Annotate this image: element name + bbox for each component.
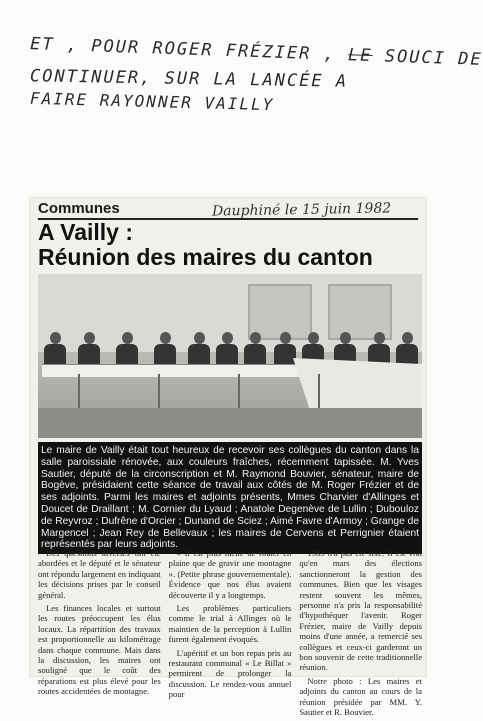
photo-caption: Notre photo : Les maires et adjoints du canton au cours de la réunion présidée par MM. Y. Sautier et R. Bouvier. — [299, 675, 423, 718]
meeting-photo — [38, 274, 422, 438]
lead-paragraph: Le maire de Vailly était tout heureux de recevoir ses collègues du canton dans la salle paroissiale rénovée, aux couleurs fraîches, récemment tapissée. M. Yves Sautier, député de la circonscription et M. Raymond Bouvier, sénateur, maire de Bogève, présidaient cette séance de travail aux côtés de M. Roger Frézier et de ses adjoints. Parmi les maires et adjoints présents, Mmes Charvier d'Allinges et Doucet de Draillant ; M. Cornier du Lyaud ; Anatole Degenève de Lullin ; Dubouloz de Reyvroz ; Dufrêne d'Orcier ; Dunand de Sciez ; Aimé Favre d'Armoy ; Grange de Margencel ; Jean Rey de Bellevaux ; les maires de Cervens et Perrignier étaient représentés par leurs adjoints. — [41, 445, 419, 551]
handwritten-line-2: CONTINUER, SUR LA LANCÉE A — [29, 66, 349, 92]
body-paragraph: 1983 n'a pas été fixé. Il est vrai qu'en mars des élections sanctionneront la gestion des communes. Bien que les visages restent souvent les mêmes, personne n'a pris la responsabilité d'hypothéquer l'avenir. Roger Frézier, maire de Vailly depuis moins d'une année, a remercié ses collègues et ceux-ci garderont un bon souvenir de cette traditionnelle réunion. — [299, 548, 423, 673]
article-headline — [38, 220, 373, 270]
headline-line-1: A Vailly : — [38, 219, 134, 245]
handwritten-text-1a: ET , POUR ROGER FRÉZIER , — [29, 34, 337, 65]
handwritten-dateline: Dauphiné le 15 juin 1982 — [211, 200, 392, 220]
handwritten-text-1b: SOUCI DE — [384, 46, 483, 70]
article-lead — [38, 442, 422, 554]
photo-floor — [38, 408, 422, 438]
article-column-3 — [299, 548, 422, 721]
body-paragraph: L'apéritif et un bon repas pris au restaurant communal « Le Billat » permirent de prolonger la discussion. Le rendez-vous annuel pour — [168, 647, 292, 700]
body-paragraph: Les problèmes particuliers comme le trial à Allinges où le maintien de la perception à Lullin furent également évoqués. — [168, 603, 292, 645]
section-rubric: Communes — [38, 200, 120, 217]
article-column-2 — [169, 548, 292, 721]
body-paragraph: « Il est plus facile de rouler en plaine que de gravir une montagne ». (Petite phrase gouvernementale). Évidence que nos élus avaient découverte il y a longtemps. — [168, 548, 292, 600]
body-paragraph: Les finances locales et surtout les routes préoccupent les élus locaux. La répartition des travaux est proportionnelle au kilométrage dans chaque commune. Mais dans la discussion, les maires ont souligné que le coût des réparations est plus élevé pour les routes accidentées de montagne. — [38, 603, 161, 697]
headline-line-2: Réunion des maires du canton — [38, 244, 373, 270]
handwritten-line-1 — [30, 34, 483, 70]
newspaper-clipping — [30, 198, 426, 718]
handwritten-line-3: FAIRE RAYONNER VAILLY — [29, 88, 275, 115]
handwritten-strikethrough: LE — [347, 45, 373, 67]
article-body — [38, 548, 422, 721]
body-paragraph: Des questions diverses ont été abordées et le député et le sénateur ont répondu largement en indiquant les décisions prises par le conseil général. — [38, 548, 161, 600]
article-column-1 — [38, 548, 161, 721]
